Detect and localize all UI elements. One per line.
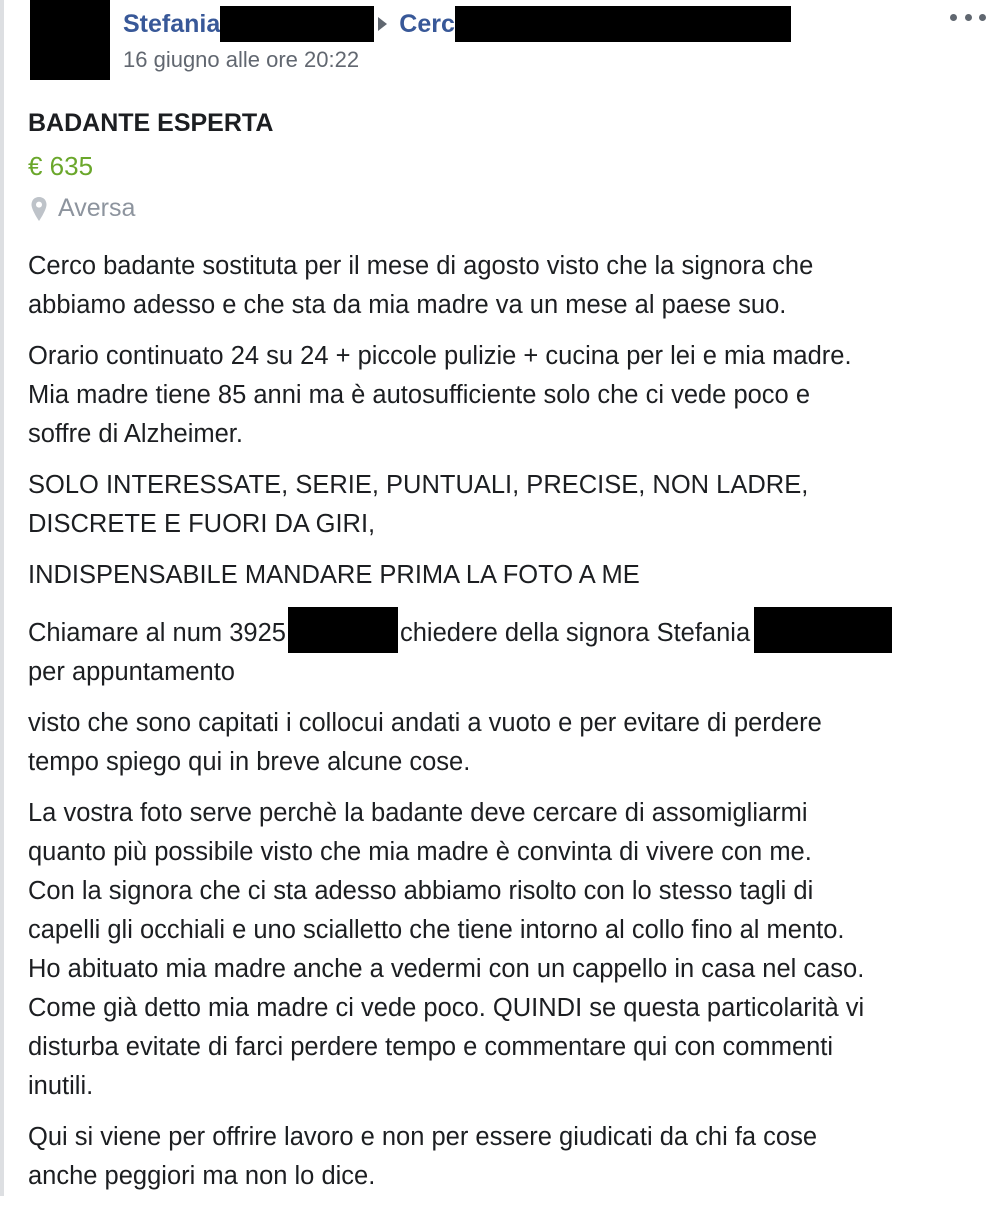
- location-pin-icon: [30, 196, 48, 222]
- redaction-surname: [754, 607, 892, 653]
- paragraph-contact: [28, 607, 988, 692]
- dot: [950, 14, 957, 21]
- listing-location: [30, 194, 135, 223]
- dot: [979, 14, 986, 21]
- dot: [965, 14, 972, 21]
- text-line: Mia madre tiene 85 anni ma è autosufficiente solo che ci vede poco e: [28, 381, 811, 409]
- text-line: Cerco badante sostituta per il mese di agosto visto che la signora che: [28, 252, 814, 280]
- post-timestamp[interactable]: 16 giugno alle ore 20:22: [123, 47, 360, 72]
- text-line: visto che sono capitati i collocui andati a vuoto e per evitare di perdere: [28, 709, 822, 737]
- text-line: SOLO INTERESSATE, SERIE, PUNTUALI, PRECISE, NON LADRE,: [28, 471, 809, 499]
- text-line: anche peggiori ma non lo dice.: [28, 1162, 376, 1190]
- text-line: per appuntamento: [28, 658, 235, 686]
- text-line: DISCRETE E FUORI DA GIRI,: [28, 510, 376, 538]
- redaction-group-name: [455, 6, 791, 42]
- text-line: soffre di Alzheimer.: [28, 420, 243, 448]
- text-line: La vostra foto serve perchè la badante deve cercare di assomigliarmi: [28, 799, 808, 827]
- text-line: capelli gli occhiali e uno scialletto che tiene intorno al collo fino al mento.: [28, 916, 845, 944]
- text-line: Come già detto mia madre ci vede poco. QUINDI se questa particolarità vi: [28, 994, 865, 1022]
- listing-title: BADANTE ESPERTA: [28, 109, 274, 137]
- text-line: disturba evitate di farci perdere tempo e commentare qui con commenti: [28, 1033, 834, 1061]
- text-line: tempo spiego qui in breve alcune cose.: [28, 748, 471, 776]
- feed-edge: [0, 0, 4, 1196]
- text-line: Ho abituato mia madre anche a vedermi con un cappello in casa nel caso.: [28, 955, 865, 983]
- text-line: abbiamo adesso e che sta da mia madre va un mese al paese suo.: [28, 291, 787, 319]
- author-name-link[interactable]: Stefania: [123, 9, 221, 38]
- paragraph: [28, 337, 988, 454]
- location-text: Aversa: [58, 194, 136, 222]
- text-line: quanto più possibile visto che mia madre è convinta di vivere con me.: [28, 838, 812, 866]
- post-body: [28, 247, 988, 1208]
- listing-price: € 635: [28, 151, 94, 181]
- paragraph: [28, 794, 988, 1106]
- text-line: inutili.: [28, 1072, 94, 1100]
- text-line: Chiamare al num 3925: [28, 619, 286, 647]
- paragraph: [28, 247, 988, 325]
- redaction-author-surname: [220, 6, 374, 42]
- more-options-icon[interactable]: [950, 6, 986, 28]
- paragraph: [28, 704, 988, 782]
- post-header: [123, 6, 791, 42]
- text-line: chiedere della signora Stefania: [399, 619, 751, 647]
- redaction-phone-number: [288, 607, 398, 653]
- text-line: Con la signora che ci sta adesso abbiamo risolto con lo stesso tagli di: [28, 877, 814, 905]
- text-line: INDISPENSABILE MANDARE PRIMA LA FOTO A ME: [28, 561, 640, 589]
- text-line: Qui si viene per offrire lavoro e non per essere giudicati da chi fa cose: [28, 1123, 818, 1151]
- paragraph: [28, 556, 988, 595]
- triangle-arrow-icon: [378, 17, 387, 31]
- text-line: Orario continuato 24 su 24 + piccole pulizie + cucina per lei e mia madre.: [28, 342, 852, 370]
- author-avatar-redacted[interactable]: [30, 0, 110, 80]
- group-name-link[interactable]: Cerc: [399, 9, 455, 38]
- paragraph: [28, 1118, 988, 1196]
- paragraph: [28, 466, 988, 544]
